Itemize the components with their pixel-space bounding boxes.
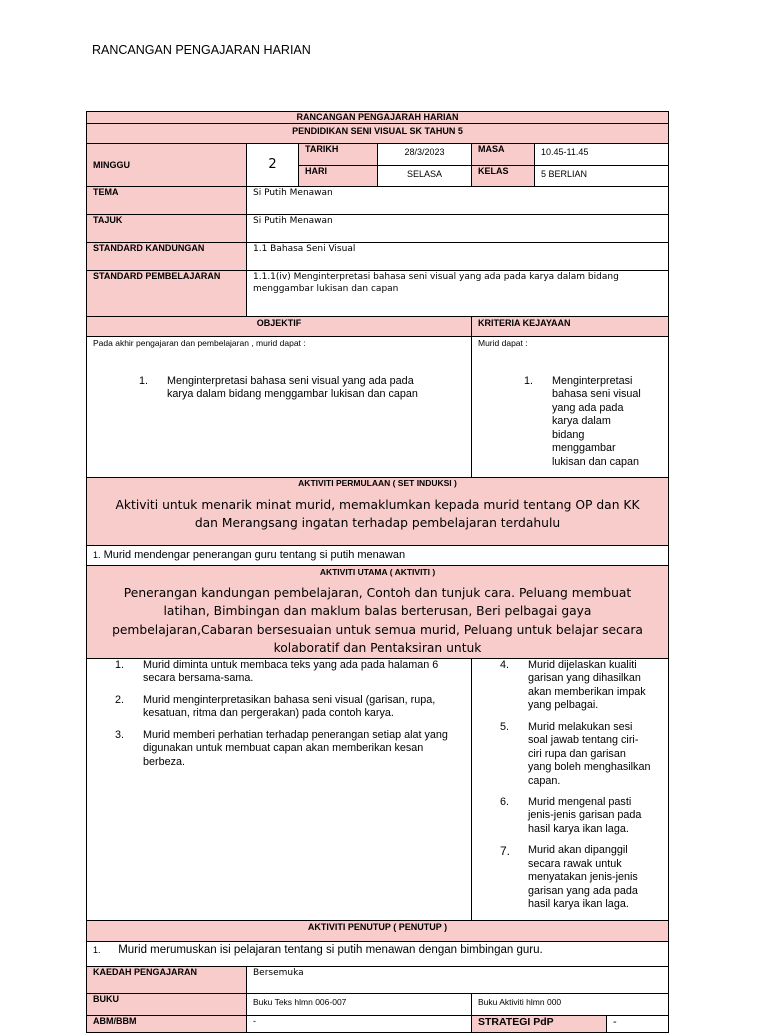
kaedah-label: KAEDAH PENGAJARAN [87, 966, 247, 993]
minggu-label: MINGGU [87, 144, 247, 187]
utama-right-list [478, 659, 662, 912]
permulaan-section [87, 478, 669, 546]
permulaan-label: AKTIVITI PERMULAAN ( SET INDUKSI ) [298, 478, 457, 489]
kelas-value: 5 BERLIAN [535, 166, 669, 187]
document-header: RANCANGAN PENGAJARAN HARIAN [92, 43, 311, 57]
utama-left-list [93, 659, 465, 769]
tajuk-label: TAJUK [87, 215, 247, 243]
abm-value: - [247, 1015, 472, 1032]
objektif-content [87, 337, 472, 478]
buku-label: BUKU [87, 993, 247, 1015]
strategi-value: - [607, 1015, 669, 1032]
tarikh-value: 28/3/2023 [378, 144, 472, 166]
objektif-list [93, 375, 465, 402]
buku-aktiviti-value: Buku Aktiviti hlmn 000 [472, 993, 669, 1015]
kriteria-label: KRITERIA KEJAYAAN [472, 317, 669, 337]
tajuk-value: Si Putih Menawan [247, 215, 669, 243]
strategi-label: STRATEGI PdP [472, 1015, 607, 1032]
utama-section [87, 566, 669, 658]
abm-label: ABM/BBM [87, 1015, 247, 1032]
permulaan-item: 1. Murid mendengar penerangan guru tentang si putih menawan [87, 546, 669, 566]
utama-label: AKTIVITI UTAMA ( AKTIVITI ) [319, 567, 436, 578]
tema-value: Si Putih Menawan [247, 187, 669, 215]
penutup-label: AKTIVITI PENUTUP ( PENUTUP ) [87, 920, 669, 941]
utama-right-column [472, 658, 669, 920]
kelas-label: KELAS [472, 166, 535, 187]
kriteria-item: 1. Menginterpretasi bahasa seni visual yang ada pada karya dalam bidang menggambar lukisan dan capan [524, 374, 641, 468]
table-title: RANCANGAN PENGAJARAH HARIAN [87, 112, 669, 124]
standard-kandungan-value: 1.1 Bahasa Seni Visual [247, 243, 669, 271]
utama-item-6: 6. Murid mengenal pasti jenis-jenis garisan pada hasil karya ikan laga. [500, 796, 642, 835]
penutup-item: 1. Murid merumuskan isi pelajaran tentang si putih menawan dengan bimbingan guru. [87, 941, 669, 966]
hari-value: SELASA [378, 166, 472, 187]
tarikh-label: TARIKH [299, 144, 378, 166]
kriteria-intro: Murid dapat : [478, 338, 528, 349]
hari-label: HARI [299, 166, 378, 187]
masa-label: MASA [472, 144, 535, 166]
minggu-value: 2 [247, 144, 299, 187]
tema-label: TEMA [87, 187, 247, 215]
objektif-label: OBJEKTIF [87, 317, 472, 337]
kriteria-list [478, 375, 662, 469]
utama-item-5: 5. Murid melakukan sesi soal jawab tentang ciri-ciri rupa dan garisan yang boleh menghasilkan capan. [500, 720, 651, 787]
kaedah-value: Bersemuka [247, 966, 669, 993]
utama-item-2: 2. Murid menginterpretasikan bahasa seni visual (garisan, rupa, kesatuan, ritma dan pergerakan) pada contoh karya. [115, 693, 436, 720]
lesson-plan-table [86, 111, 669, 1033]
standard-pembelajaran-label: STANDARD PEMBELAJARAN [87, 271, 247, 317]
utama-item-4: 4. Murid dijelaskan kualiti garisan yang dihasilkan akan memberikan impak yang pelbagai. [500, 658, 646, 712]
masa-value: 10.45-11.45 [535, 144, 669, 166]
utama-item-3: 3. Murid memberi perhatian terhadap penerangan setiap alat yang digunakan untuk membuat capan akan memberikan kesan berbeza. [115, 728, 448, 768]
utama-item-1: 1. Murid diminta untuk membaca teks yang ada pada halaman 6 secara bersama-sama. [115, 658, 439, 685]
utama-item-7: 7. Murid akan dipanggil secara rawak untuk menyatakan jenis-jenis garisan yang ada pada hasil karya ikan laga. [500, 844, 638, 911]
permulaan-description: Aktiviti untuk menarik minat murid, memaklumkan kepada murid tentang OP dan KK dan Merangsang ingatan terhadap pembelajaran terdahulu [115, 497, 640, 531]
standard-pembelajaran-value: 1.1.1(iv) Menginterpretasi bahasa seni visual yang ada pada karya dalam bidang menggambar lukisan dan capan [247, 271, 669, 317]
utama-description: Penerangan kandungan pembelajaran, Contoh dan tunjuk cara. Peluang membuat latihan, Bimbingan dan maklum balas berterusan, Beri pelbagai gaya pembelajaran,Cabaran bersesuaian untuk semua murid, Peluang untuk belajar secara kolaboratif dan Pentaksiran untuk [112, 585, 643, 656]
objektif-item: 1. Menginterpretasi bahasa seni visual yang ada pada karya dalam bidang menggambar lukisan dan capan [139, 374, 418, 401]
standard-kandungan-label: STANDARD KANDUNGAN [87, 243, 247, 271]
subject-title: PENDIDIKAN SENI VISUAL SK TAHUN 5 [87, 124, 669, 144]
objektif-intro: Pada akhir pengajaran dan pembelajaran , murid dapat : [93, 338, 306, 349]
kriteria-content [472, 337, 669, 478]
utama-left-column [87, 658, 472, 920]
buku-teks-value: Buku Teks hlmn 006-007 [247, 993, 472, 1015]
